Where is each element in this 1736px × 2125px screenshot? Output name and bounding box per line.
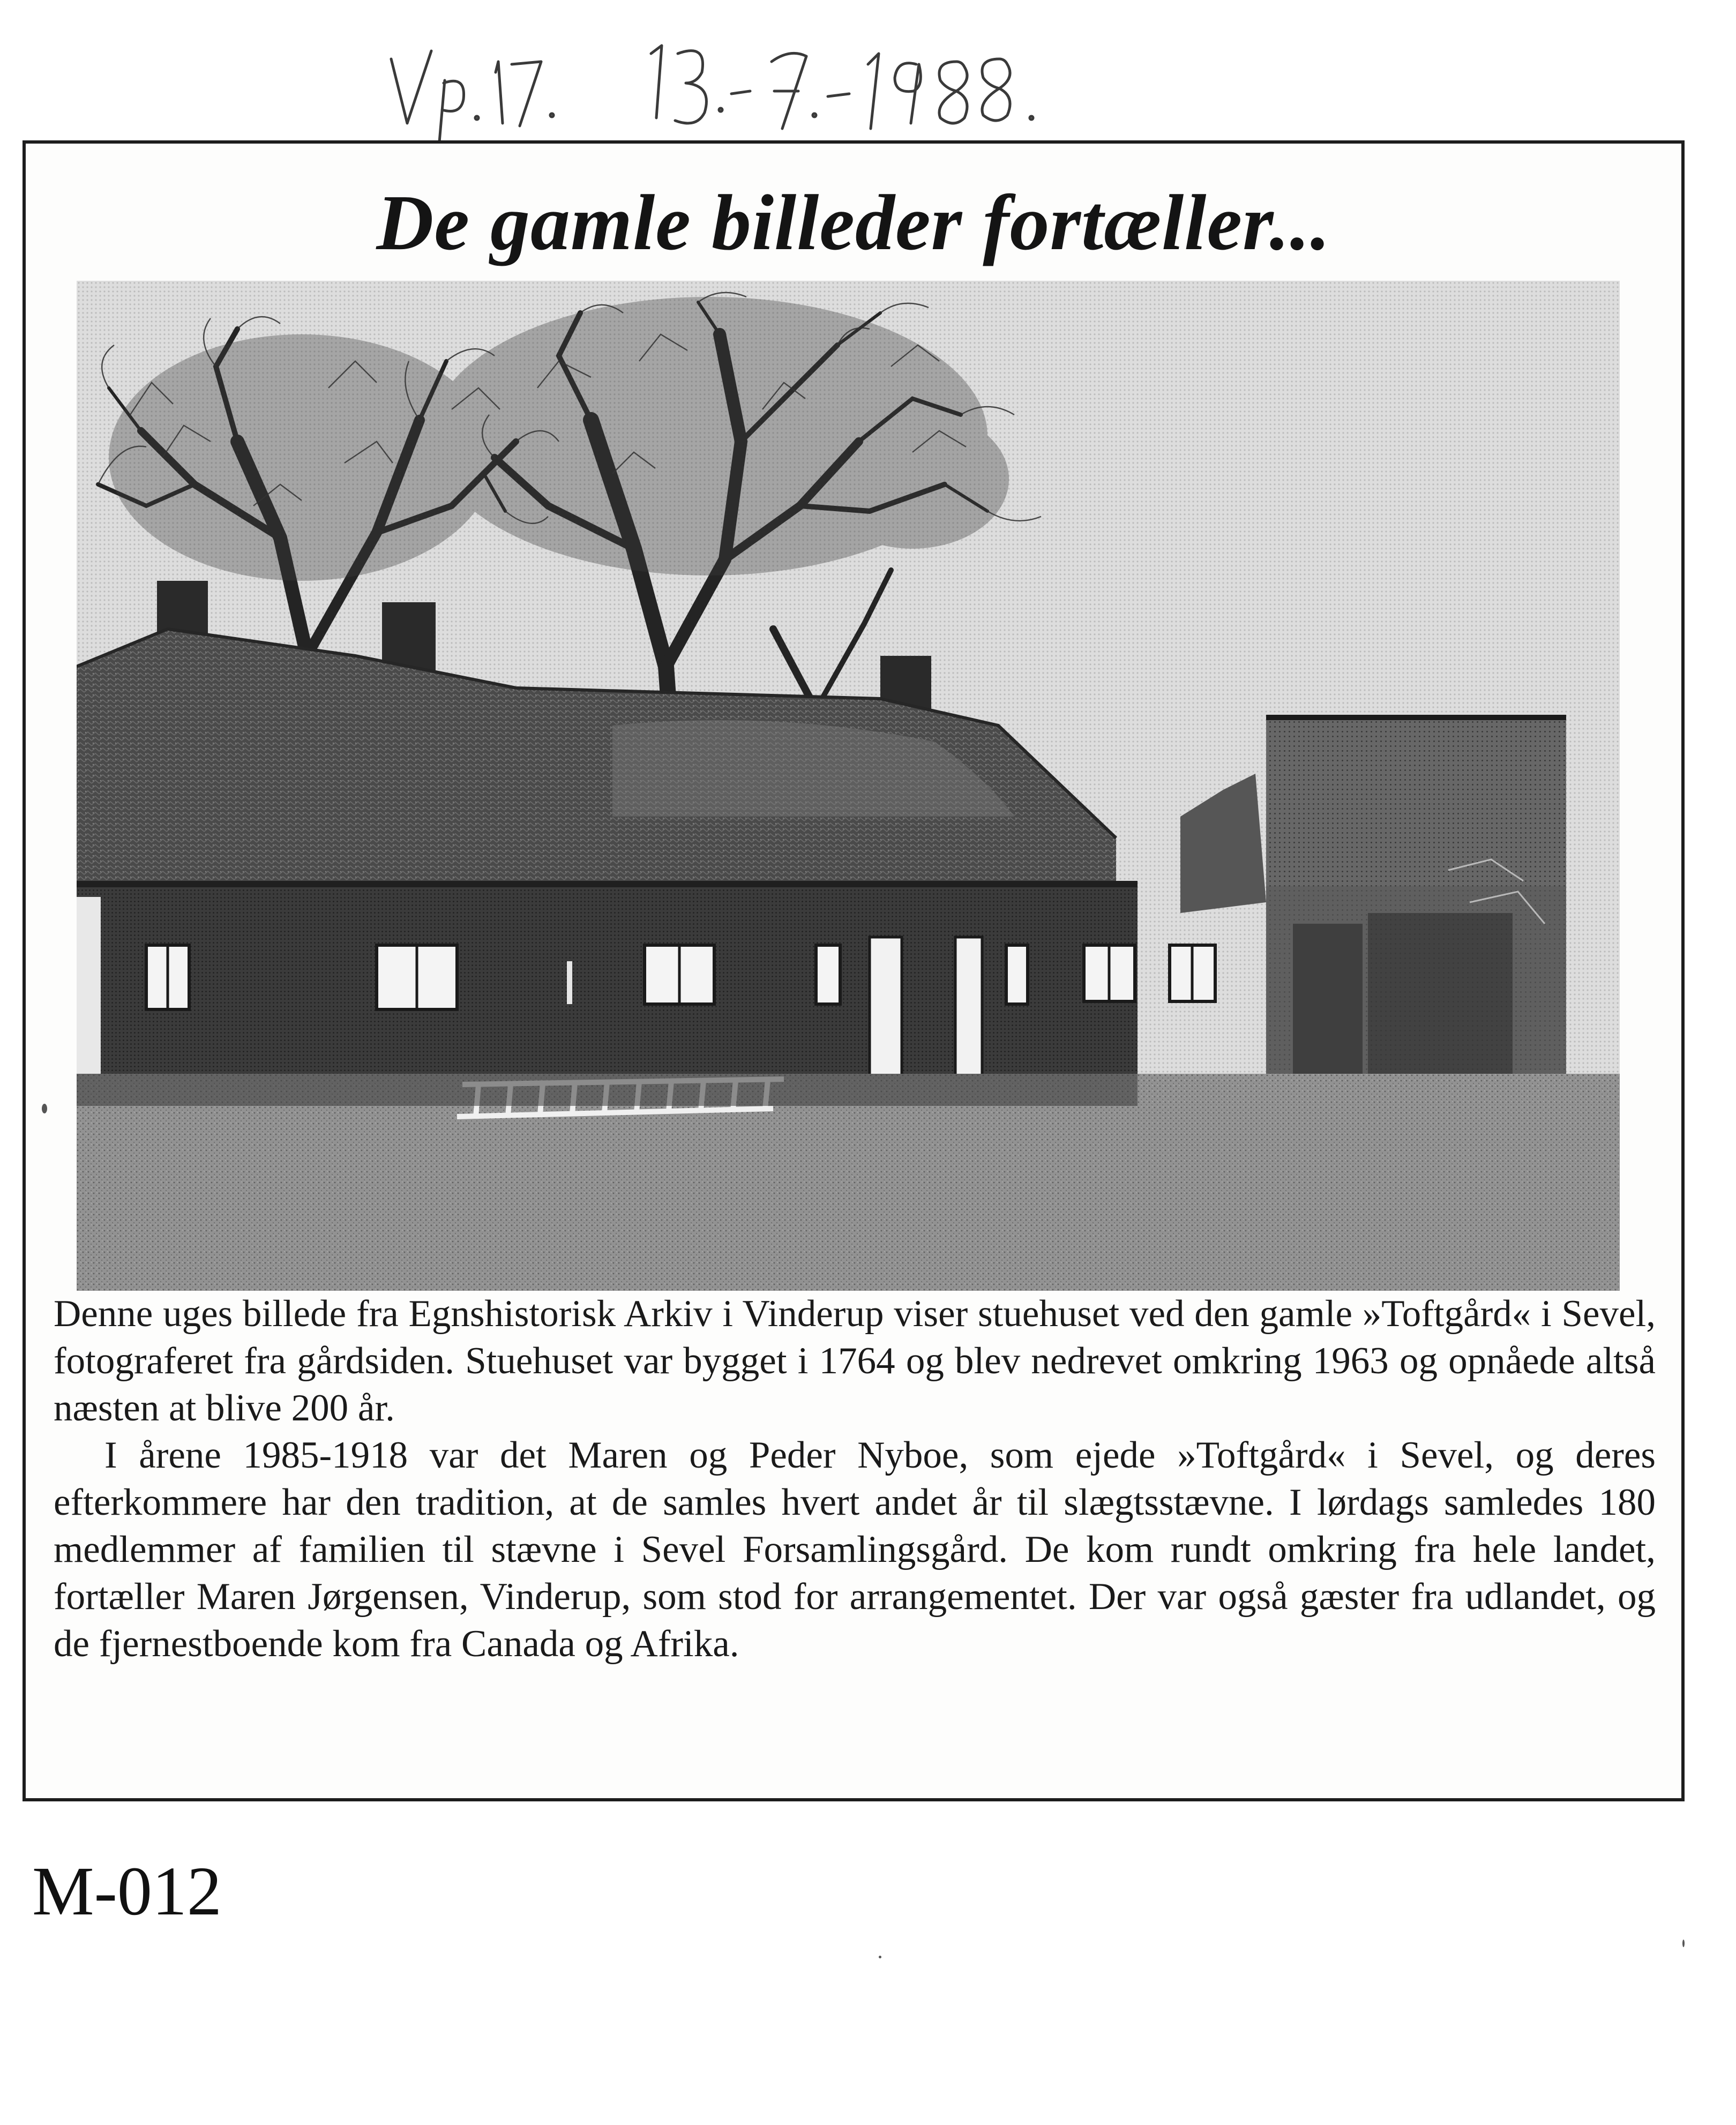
scan-speck xyxy=(42,1104,47,1113)
headline: De gamle billeder fortæller... xyxy=(376,179,1331,267)
catalog-number: M-012 xyxy=(32,1853,222,1930)
handwritten-date-note xyxy=(375,21,1179,145)
scan-speck xyxy=(1682,1940,1685,1947)
farmhouse-photo xyxy=(77,281,1620,1291)
newspaper-clipping xyxy=(23,140,1685,1801)
article-body xyxy=(54,1290,1656,1667)
scan-speck xyxy=(879,1956,881,1958)
article-paragraph: Denne uges billede fra Egnshistorisk Arkiv i Vinderup viser stuehuset ved den gamle »Toftgård« i Sevel, fotograferet fra gårdsiden. Stuehuset var bygget i 1764 og blev nedrevet omkring 1963 og opnåede altså næsten at blive 200 år. xyxy=(54,1293,1656,1429)
article-paragraph: I årene 1985-1918 var det Maren og Peder Nyboe, som ejede »Toftgård« i Sevel, og deres efterkommere har den tradition, at de samles hvert andet år til slægtsstævne. I lørdags samledes 180 medlemmer af familien til stævne i Sevel Forsamlingsgård. De kom rundt omkring fra hele landet, fortæller Maren Jørgensen, Vinderup, som stod for arrangementet. Der var også gæster fra udlandet, og de fjernestboende kom fra Canada og Afrika. xyxy=(54,1434,1656,1665)
